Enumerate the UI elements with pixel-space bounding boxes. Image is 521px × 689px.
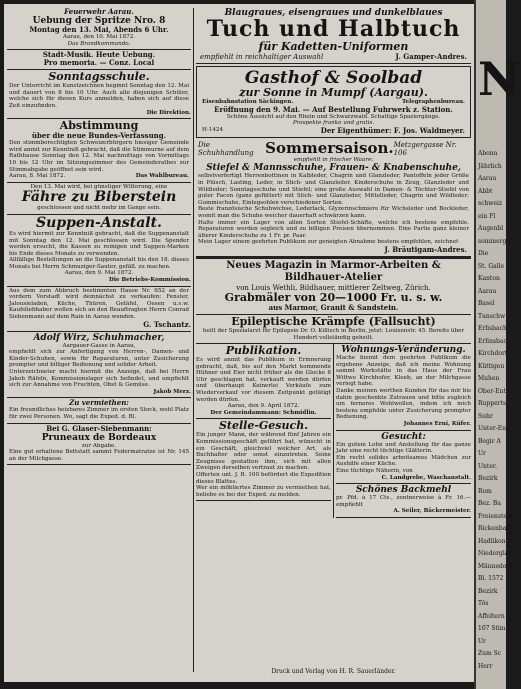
sonntagsschule-title: Sonntagsschule. [48,70,150,84]
faehre-intro: Den 13. Mai wird, bei günstiger Witterung, eine [30,183,168,190]
sommersaison-body4: Mein Lager einem geehrten Publikum zur geneigten Abnahme bestens empfohlen, zeichnet [198,239,459,246]
glaser-body: Eine gut erhaltene Bettstatt sammt Federmatratze ist Nr. 145 an der Milchgasse. [9,449,189,462]
tuch-ad [196,7,471,64]
sommersaison-body2: Beste französische Schuhwichse, Lederlack, Glyzerinschmiere für Wichsleder und Bockleder, womit man die Schuhe weicher dauerhaft schwärzen kann. [198,206,469,219]
publikation-body: Es wird anmit das Publikum in Erinnerung gebracht, daß, bis auf den Markt kommende Hühner und Eier nicht früher als die Glocke 8 Uhr geschlagen hat, verkauft werden dürfen und überhaupt Keinerlei Verkäufe zum Wiederverkauf vor diesem Zeitpunkt getätigt werden dürfen. [196,357,331,403]
gesucht-body: Ein gutem Lohn und Anstellung für das ganze Jahr eine recht tüchtige Glätterin. [336,441,471,455]
adjacent-page-line: Die [478,250,489,257]
adjacent-page-line: Erlinsbac [478,337,507,345]
sommersaison-sign: J. Bräutigam-Andres. [384,244,467,254]
wirz-address: Aargauer-Gasse in Aarau, [62,342,136,349]
adjacent-page-line: Niederglatt [478,550,514,557]
faehre-body: geschlossen und nicht mehr im Gange sein. [37,205,161,212]
glaser-title: Bei G. Glaser-Siebenmann: [46,423,152,433]
adjacent-page-line: Augenbl [478,225,504,232]
feuerwehr-ad [7,7,191,50]
publikation-sign: Der Gemeindammann: Schmidlin. [210,409,317,416]
bottom-left-col [196,344,334,518]
gasthof-body: Schöne Aussicht auf den Rhein und Schwarzwald. Schattige Spaziergänge. [226,113,441,120]
stelle-title: Stelle-Gesuch. [218,419,309,433]
vermieten-body: Ein freundliches heizbares Zimmer im ersten Stock, wohl Platz für zwei Personen. Wo, sagt die Exped. d. Bl. [9,407,189,420]
adjacent-page-line: Aarau [478,287,497,295]
marmor-title: Neues Magazin in Marmor-Arbeiten & Bildhauer-Atelier [226,259,441,283]
tuch-sign: J. Gamper-Andres. [395,52,467,61]
newspaper-page [4,4,474,682]
sommersaison-intro: empfiehlt in frischer Waare: [293,156,374,163]
abbruch-ad [7,287,191,332]
adjacent-page-line: Erlisbach [478,325,507,332]
wohnung-title: Wohnungs-Veränderung. [341,345,466,356]
backmehl-title: Schönes Backmehl [355,485,452,496]
adjacent-page-line: Abbt [478,187,493,195]
sommersaison-body: selbstverfertigt Herrenbottinen in Kalbleder, Chagrin und Glanzleder, Pantoffeln jeder Größe in Plüsch, Lasting, Leder, in Stich- und Glanzleder. Kinderschuhe in Zeug, Glanzleder und Wildleder; Sonntagsschuhe und Stiefel; eine große Auswahl in Damen- & Töchter-Stiefel von guter Facon (ganz gefüttert) mit Stich- und Glanzleder, Mittelleder, Chagrin und Wildleder; Gummischuhe, Einlegsohlen verschiedener Sorten. [198,173,469,206]
suppen-body: Es wird hiermit zur Kenntniß gebracht, daß die Suppenanstalt mit Sonntag den 12. Mai geschlossen wird. Die Spender werden ersucht, die Kassen zu reinigen und Suppen-Marken bis Ende dieses Monats zu verwenden. [9,230,189,257]
wohnung-body2: Danke meinen werthen Kunden für das mir bis dahin geschenkte Zutrauen und bitte zugleich um ferneres Wohlwollen, indem ich mich bestens empfehle unter Zusicherung prompter Bedienung. [336,388,471,421]
adjacent-page-edge [474,0,521,689]
suppen-sign: Die Betriebs-Kommission. [109,277,191,284]
glaser-item: Pruneaux de Bordeaux [41,432,157,443]
adjacent-page-line: ein Fl [478,212,496,220]
adjacent-page-line: Ur [478,637,486,645]
adjacent-page-line: Herr [478,662,493,670]
wirz-sign: Jakob Merz. [153,388,191,395]
sonntagsschule-ad [7,70,191,119]
sommersaison-line: Stiefel & Mannsschuhe, Frauen- & Knabenschuhe, [206,163,461,174]
publikation-place: Aarau, den 9. April 1872. [227,403,300,410]
sommersaison-body3: Halte immer ein Lager von allen Sorten Stiefel-Schäfte, welche ich bestens empfehle. Reparaturen werden sogleich und zu billigen Preisen übernommen. Eine Partie ganz kleiner älterer Kinderschuhe zu 1 Fr. pr. Paar. [198,219,469,239]
adjacent-page-line: St. Galle [478,262,505,270]
feuerwehr-place: Aarau, den 10. Mai 1872. [62,34,136,40]
adjacent-page-line: Basel [478,300,495,307]
backmehl-body: pr. Pfd. à 17 Cts., zentnerweise à Fr. 16.— empfiehlt [336,495,471,508]
stelle-body: Ein junger Mann, der während fünf Jahren ein Kommissionsgeschäft geführt hat, wünscht in ein Geschäft, gleichviel welcher Art, als Buchhalter oder sonst einzutreten. Seine Zeugnisse gestatten ihm, sich mit allen Zweigen derselben vertraut zu machen. [196,432,331,472]
adjacent-page-line: Tunschw [478,312,506,320]
adjacent-page-line: Küttigen [478,362,505,370]
marmor-grab2: aus Marmor, Granit & Sandstein. [268,302,399,312]
faehre-title: Fähre zu Biberstein [21,189,177,206]
suppen-place: Aarau, den 9. Mai 1872. [64,270,134,277]
sommersaison-right: Metzgergasse Nr. 106 [393,140,457,157]
adjacent-page-line: Begir A [478,437,501,445]
suppen-thanks: Allfällige Bestellungen an die Suppenanstalt bis den 18. dieses Monats bei Herrn Schmuziger-Sauter, gefäll. zu machen. [9,257,189,270]
gasthof-opening: Eröffnung den 9. Mai. — Auf Bestellung Fuhrwerk z. Station. [214,104,453,114]
gesucht-body2: Ein recht solides arbeitsames Mädchen zur Aushilfe einer Küche. [336,454,471,468]
sonntagsschule-sign: Die Direktion. [146,109,191,116]
abstimmung-body: Den stimmberechtigten Schweizerbürgern hiesiger Gemeinde wird anmit zur Kenntniß gebracht, daß die Stimmurne auf dem Rathhause Sonntag den 12. Mai nachmittags von Vormittags 10 bis 12 Uhr im Sitzungszimmer des Gemeinderathes zur Stimmabgabe geöffnet sein wird. [9,140,189,173]
adjacent-page-line: Rickenbach [478,525,514,532]
feuerwehr-title: Feuerwehr Aarau. [64,7,134,16]
adjacent-page-line: Unter-Ent [478,425,509,432]
adjacent-page-line: Unter. [478,462,497,470]
backmehl-sign: A. Seiler, Bäckermeister. [393,508,471,515]
adjacent-page-line: Ur [478,450,486,457]
marmor-grab: Grabmäler von 20—1000 Fr. u. s. w. [224,290,443,304]
epilepsie-title: Epileptische Krämpfe (Fallsucht) [231,314,436,328]
suppen-title: Suppen-Anstalt. [36,214,162,231]
gasthof-owner: Der Eigenthümer: F. Jos. Waldmeyer. [320,125,465,135]
gasthof-ref: H-1424 [202,126,224,133]
gesucht-title: Gesucht: [381,431,426,442]
abstimmung-title: Abstimmung [59,119,139,133]
marmor-sub: von Louis Wethli, Bildhauer, mittlerer Zeltweg, Zürich. [236,283,431,292]
wohnung-sign: Johannes Erni, Küfer. [403,421,471,428]
adjacent-page-line: Abonn [478,150,498,157]
gasthof-title2: zur Sonne in Mumpf (Aargau). [239,86,428,99]
tuch-line3: empfiehlt in reichhaltiger Auswahl [200,53,324,61]
glaser-sub: zur Abgabe. [81,442,117,449]
tuch-line1: Blaugraues, eisengraues und dunkelblaues [224,8,443,18]
stadtmusik-pro: Pro memoria. — Conz. Local [43,58,155,68]
adjacent-page-masthead-letter: N [478,52,521,106]
abstimmung-subtitle: über die neue Bundes-Verfassung. [31,131,167,141]
tuch-title: Tuch und Halbtuch [206,16,461,42]
backmehl-ad [336,484,471,518]
wirz-body: empfiehlt sich zur Anfertigung von Herren-, Damen- und Kinder-Schuhen, sowie für Reparaturen, unter Zusicherung prompter und billiger Bedienung und solider Arbeit. [9,349,189,369]
stadtmusik-ad [7,50,191,70]
marmor-ad [196,257,471,315]
faehre-ad [7,183,191,215]
wohnung-ad [336,344,471,431]
abbruch-sign: G. Tschantz. [143,319,191,329]
adjacent-page-line: Affoltern [478,612,505,620]
adjacent-page-line: Zum Sc [478,650,502,657]
adjacent-page-line: Freienstein [478,512,513,520]
gesucht-ad [336,431,471,485]
gesucht-sign: C. Landgrebe, Waschanstalt. [381,474,471,481]
stelle-body3: Wer ein möbliertes Zimmer zu vermiethen hat, beliebe es bei der Exped. zu melden. [196,485,331,498]
adjacent-page-line: Kirchdorf [478,350,508,357]
bottom-split [196,344,471,518]
adjacent-page-line: Bezirk [478,587,498,595]
bottom-right-col [334,344,471,518]
gasthof-right-label: Telegraphenbureau. [402,99,465,105]
gasthof-ad [196,66,471,138]
adjacent-page-line: sommerg [478,237,507,245]
adjacent-page-line: Rupperts [478,400,506,407]
gasthof-left-label: Eisenbahnstation Säckingen. [202,99,294,105]
wirz-extra: Unterzeichneter macht hiermit die Anzeige, daß bei Herrn Jakob Räfeln, Kommissionslager sich befindet, und empfiehlt sich zur Annahme von Fruchten, Obst & Gemüse. [9,369,189,389]
adjacent-page-line: Jährlich [478,162,502,170]
stadtmusik-title: Stadt-Musik. Heute Uebung. [42,50,156,60]
sommersaison-ad [196,140,471,257]
sonntagsschule-body: Der Unterricht im Kunstzeichnen beginnt Sonntag den 12. Mai und dauert von 8 bis 10 Uhr. Auch alle diejenigen Schüler, welche sich für diesen Kurs anmelden, haben sich auf diese Zeit einzufinden. [9,83,189,109]
adjacent-page-line: Bezirk [478,475,498,482]
sommersaison-left: Die Schuhhandlung [198,140,254,157]
epilepsie-body: heilt der Spezialarzt für Epilepsie Dr. O. Killisch in Berlin, jetzt: Louisenstr. 45. Bereits über Hundert vollständig geheilt. [202,327,465,341]
publikation-title: Publikation. [225,344,302,358]
vermieten-title: Zu vermiethen: [69,398,129,408]
wohnung-body: Mache hiemit dem geehrten Publikum die ergebene Anzeige, daß ich meine Wohnung sammt Werkstätte in das Haus der Frau Wittwe Kirchhofer, Kleeb, an der Milchgasse verlegt habe. [336,355,471,388]
adjacent-page-line: schweiz [478,200,503,207]
gasthof-prospect: Prospekte franko und gratis. [292,120,375,127]
abbruch-body: Aus dem zum Abbruch bestimmten Hause Nr. 652 an der vordern Vorstadt wird demnächst zu verkaufen: Fenster, Jalousieladen, Küche, Thüren, Getäfel, Oesen u.s.w. Kaufsliebhaber wollen sich an den Beauftragten Herrn Conrad Siebenmann auf dem Rain in Aarau wenden. [9,287,189,321]
adjacent-page-line: Rom [478,487,492,495]
adjacent-page-line: Kanton [478,275,500,282]
publikation-ad [196,344,331,419]
adjacent-page-line: Männedorf [478,562,512,570]
sommersaison-title: Sommersaison. [265,139,394,158]
tuch-line2: für Kadetten-Uniformen [258,40,409,53]
vermieten-ad [7,398,191,423]
adjacent-page-line: Bl. 1572 [478,575,504,582]
abstimmung-sign: Das Wahlbureau. [135,173,189,180]
abstimmung-place: Aarau, 8. Mai 1872. [9,173,66,180]
epilepsie-ad [196,315,471,344]
adjacent-page-line: 107 Stim [478,625,506,632]
feuerwehr-sign: Das Brandkommando. [67,40,131,47]
right-column [196,7,471,667]
wirz-ad [7,332,191,399]
gasthof-title: Gasthof & Soolbad [244,68,423,88]
stelle-ad [196,419,331,501]
glaser-ad [7,424,191,466]
adjacent-page-line: Aarau [478,175,497,182]
adjacent-page-line: Bez. Ba [478,500,501,507]
left-column [7,7,191,679]
adjacent-page-line: Ober-Ent [478,387,506,395]
column-divider [193,8,194,672]
adjacent-page-line: Hadlikon [478,537,506,545]
adjacent-page-line: Suhr [478,412,493,420]
feuerwehr-heading: Uebung der Spritze Nro. 8 [32,16,166,26]
adjacent-page-line: Tös [478,600,489,607]
abstimmung-ad [7,119,191,183]
adjacent-page-line: Muhen [478,375,500,382]
wirz-title: Adolf Wirz, Schuhmacher, [33,332,165,343]
feuerwehr-date: Montag den 13. Mai, Abends 6 Uhr. [29,25,169,34]
suppen-ad [7,215,191,287]
stelle-body2: Offerten unt. J. B. 100 befördert die Expedition dieses Blattes. [196,472,331,485]
gesucht-body3: Eine tüchtige Näherin, von [336,468,413,474]
printer-footer: Druck und Verlag von H. R. Sauerländer. [271,668,396,675]
